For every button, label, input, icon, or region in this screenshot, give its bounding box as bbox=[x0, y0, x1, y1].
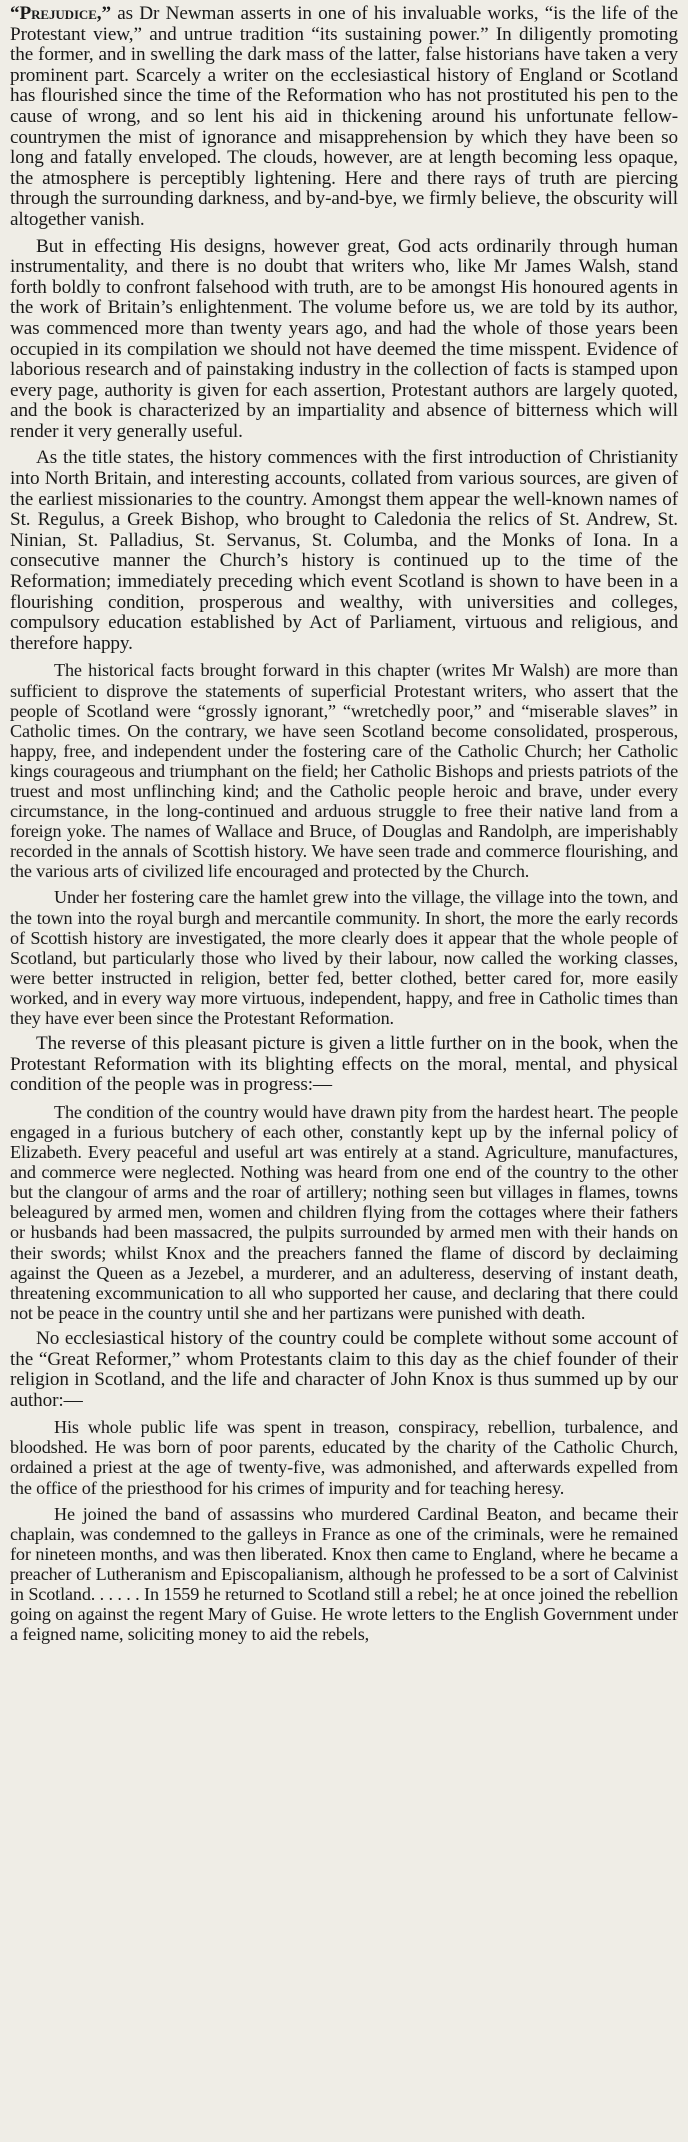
quote-public-life: His whole public life was spent in treason, conspiracy, rebellion, turbalence, and bloodshed. He was born of poor parents, educated by the charity of the Catholic Church, ordained a priest at the age of twenty-five, was admonished, and afterwards expelled from the office of the priesthood for his crimes of impurity and for teaching heresy. bbox=[10, 1417, 678, 1498]
quote-band-of-assassins: He joined the band of assassins who murdered Cardinal Beaton, and became their chaplain, was condemned to the galleys in France as one of the criminals, were he remained for nineteen months, and was then liberated. Knox then came to England, where he became a preacher of Lutheranism and Episcopalianism, although he professed to be a sort of Calvinist in Scotland. . . . . . In 1559 he returned to Scotland still a rebel; he at once joined the rebellion going on against the regent Mary of Guise. He wrote letters to the English Government under a feigned name, soliciting money to aid the rebels, bbox=[10, 1503, 678, 1645]
quote-fostering-care: Under her fostering care the hamlet grew into the village, the village into the town, and the town into the royal burgh and mercantile community. In short, the more the early records of Scottish history are investigated, the more clearly does it appear that the whole people of Scotland, but particularly those who lived by their labour, now called the working classes, were better instructed in religion, better fed, better clothed, better cared for, more easily worked, and in every way more virtuous, independent, happy, and free in Catholic times than they have ever been since the Protestant Reformation. bbox=[10, 887, 678, 1028]
lead-word: “Prejudice,” bbox=[10, 3, 111, 24]
paragraph-great-reformer: No ecclesiastical history of the country could be complete without some account of the “Great Reformer,” whom Protestants claim to this day as the chief founder of their religion in Scotland, and the life and character of John Knox is thus summed up by our author:— bbox=[10, 1327, 678, 1411]
paragraph-text: as Dr Newman asserts in one of his invaluable works, “is the life of the Protestant view,” and untrue tradition “its sustaining power.” In diligently promoting the former, and in swelling the dark mass of the latter, false historians have taken a very prominent part. Scarcely a writer on the ecclesiastical history of England or Scotland has flourished since the time of the Reformation who has not prostituted his pen to the cause of wrong, and so lent his aid in thickening around his unfortunate fellow-countrymen the mist of ignorance and misapprehension by which they have been so long and fatally enveloped. The clouds, however, are at length becoming less opaque, the atmosphere is perceptibly lightening. Here and there rays of truth are piercing through the surrounding darkness, and by-and-bye, we firmly believe, the obscurity will altogether vanish. bbox=[10, 3, 678, 230]
paragraph-prejudice bbox=[10, 4, 678, 231]
paragraph-title-states: As the title states, the history commences with the first introduction of Christianity into North Britain, and interesting accounts, collated from various sources, are given of the earliest missionaries to the country. Amongst them appear the well-known names of St. Regulus, a Greek Bishop, who brought to Caledonia the relics of St. Andrew, St. Ninian, St. Palladius, St. Servanus, St. Columba, and the Monks of Iona. In a consecutive manner the Church’s history is continued up to the time of the Reformation; immediately preceding which event Scotland is shown to have been in a flourishing condition, prosperous and wealthy, with universities and colleges, compulsory education established by Act of Parliament, virtuous and religious, and therefore happy. bbox=[10, 447, 678, 654]
quote-historical-facts: The historical facts brought forward in this chapter (writes Mr Walsh) are more than sufficient to disprove the statements of superficial Protestant writers, who assert that the people of Scotland were “grossly ignorant,” “wretchedly poor,” and “miserable slaves” in Catholic times. On the contrary, we have seen Scotland become consolidated, prosperous, happy, free, and independent under the fostering care of the Catholic Church; her Catholic kings courageous and triumphant on the field; her Catholic Bishops and priests patriots of the truest and most unflinching kind; and the Catholic people heroic and brave, under every circumstance, in the long-continued and arduous struggle to free their native land from a foreign yoke. The names of Wallace and Bruce, of Douglas and Randolph, are imperishably recorded in the annals of Scottish history. We have seen trade and commerce flourishing, and the various arts of civilized life encouraged and protected by the Church. bbox=[10, 660, 678, 882]
paragraph-instrumentality: But in effecting His designs, however great, God acts ordinarily through human instrumentality, and there is no doubt that writers who, like Mr James Walsh, stand forth boldly to confront falsehood with truth, are to be amongst His honoured agents in the work of Britain’s enlightenment. The volume before us, we are told by its author, was commenced more than twenty years ago, and had the whole of those years been occupied in its compilation we should not have deemed the time misspent. Evidence of laborious research and of painstaking industry in the collection of facts is stamped upon every page, authority is given for each assertion, Protestant authors are largely quoted, and the book is characterized by an impartiality and absence of bitterness which will render it very generally useful. bbox=[10, 235, 678, 442]
quote-condition-of-country: The condition of the country would have drawn pity from the hardest heart. The people engaged in a furious butchery of each other, constantly kept up by the infernal policy of Elizabeth. Every peaceful and useful art was entirely at a stand. Agriculture, manufactures, and commerce were neglected. Nothing was heard from one end of the country to the other but the clangour of arms and the roar of artillery; nothing seen but villages in flames, towns beleagured by armed men, women and children flying from the cottages where their fathers or husbands had been massacred, the pulpits surrounded by armed men with their hands on their swords; whilst Knox and the preachers fanned the flame of discord by declaiming against the Queen as a Jezebel, a murderer, and an adulteress, deserving of instant death, threatening excommunication to all who supported her cause, and declaring that there could not be peace in the country until she and her partizans were punished with death. bbox=[10, 1101, 678, 1323]
paragraph-reverse-picture: The reverse of this pleasant picture is given a little further on in the book, when the Protestant Reformation with its blighting effects on the moral, mental, and physical condition of the people was in progress:— bbox=[10, 1033, 678, 1096]
